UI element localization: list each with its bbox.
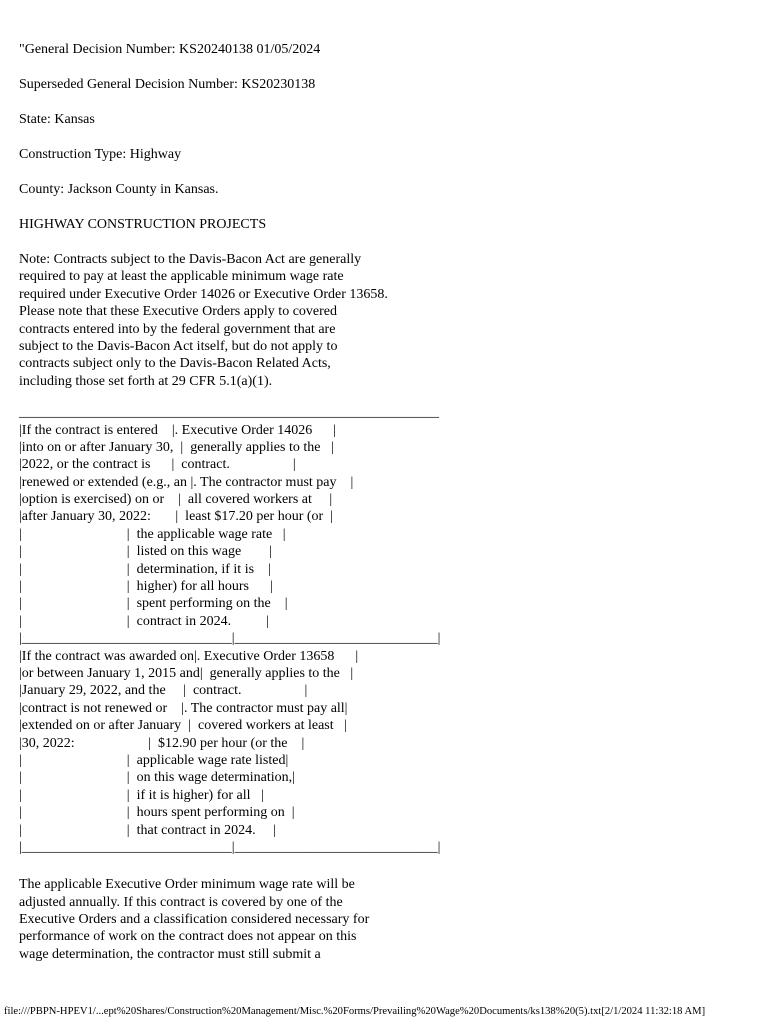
table-line: | | contract in 2024. | (19, 613, 269, 629)
closing-paragraph (19, 876, 759, 963)
table-line: |or between January 1, 2015 and| generally applies to the | (19, 665, 354, 681)
header-line: HIGHWAY CONSTRUCTION PROJECTS (19, 217, 267, 232)
table-line: |______________________________|_____________________________| (19, 839, 441, 855)
header-line: Superseded General Decision Number: KS20230138 (19, 77, 316, 92)
executive-order-table (19, 404, 759, 856)
table-line: |30, 2022: | $12.90 per hour (or the | (19, 735, 305, 751)
header-section (19, 41, 759, 233)
table-line: |January 29, 2022, and the | contract. | (19, 683, 308, 699)
closing-line: performance of work on the contract does not appear on this (19, 929, 357, 945)
file-path-footer: file:///PBPN-HPEV1/...ept%20Shares/Construction%20Management/Misc.%20Forms/Prevailing%20Wage%20Documents/ks138%20(5).txt[2/1/2024 11:32:18 AM] (4, 1006, 706, 1017)
table-line: ____________________________________________________________ (19, 405, 439, 421)
table-line: |contract is not renewed or |. The contractor must pay all| (19, 700, 348, 716)
note-line: subject to the Davis-Bacon Act itself, but do not apply to (19, 338, 338, 354)
table-line: | | determination, if it is | (19, 561, 271, 577)
table-line: | | listed on this wage | (19, 544, 273, 560)
closing-line: The applicable Executive Order minimum wage rate will be (19, 877, 355, 893)
header-line: County: Jackson County in Kansas. (19, 182, 219, 197)
table-line: | | applicable wage rate listed| (19, 752, 289, 768)
table-line: |renewed or extended (e.g., an |. The contractor must pay | (19, 474, 354, 490)
table-line: | | if it is higher) for all | (19, 787, 264, 803)
note-line: Please note that these Executive Orders apply to covered (19, 304, 337, 320)
table-line: | | spent performing on the | (19, 596, 288, 612)
note-line: required under Executive Order 14026 or Executive Order 13658. (19, 286, 388, 302)
closing-line: adjusted annually. If this contract is covered by one of the (19, 894, 343, 910)
closing-line: Executive Orders and a classification considered necessary for (19, 912, 370, 928)
note-line: Note: Contracts subject to the Davis-Bacon Act are generally (19, 252, 362, 267)
table-line: |after January 30, 2022: | least $17.20 per hour (or | (19, 509, 333, 525)
header-line: "General Decision Number: KS20240138 01/05/2024 (19, 42, 321, 57)
table-line: |If the contract was awarded on|. Executive Order 13658 | (19, 648, 359, 664)
note-line: contracts entered into by the federal government that are (19, 321, 336, 337)
table-line: |into on or after January 30, | generally applies to the | (19, 439, 334, 455)
table-line: |extended on or after January | covered workers at least | (19, 718, 347, 734)
note-line: including those set forth at 29 CFR 5.1(a)(1). (19, 373, 273, 389)
table-line: |option is exercised) on or | all covered workers at | (19, 492, 333, 508)
table-line: | | that contract in 2024. | (19, 822, 276, 838)
table-line: |______________________________|_____________________________| (19, 631, 441, 647)
table-line: | | on this wage determination,| (19, 770, 295, 786)
table-line: |If the contract is entered |. Executive Order 14026 | (19, 422, 337, 438)
table-line: |2022, or the contract is | contract. | (19, 457, 296, 473)
table-line: | | the applicable wage rate | (19, 526, 286, 542)
table-line: | | higher) for all hours | (19, 579, 273, 595)
header-line: State: Kansas (19, 112, 95, 127)
document-body (19, 41, 759, 963)
table-line: | | hours spent performing on | (19, 805, 295, 821)
note-line: required to pay at least the applicable minimum wage rate (19, 269, 344, 285)
header-line: Construction Type: Highway (19, 147, 182, 162)
closing-line: wage determination, the contractor must still submit a (19, 946, 321, 962)
note-line: contracts subject only to the Davis-Bacon Related Acts, (19, 356, 331, 372)
note-paragraph (19, 251, 759, 390)
